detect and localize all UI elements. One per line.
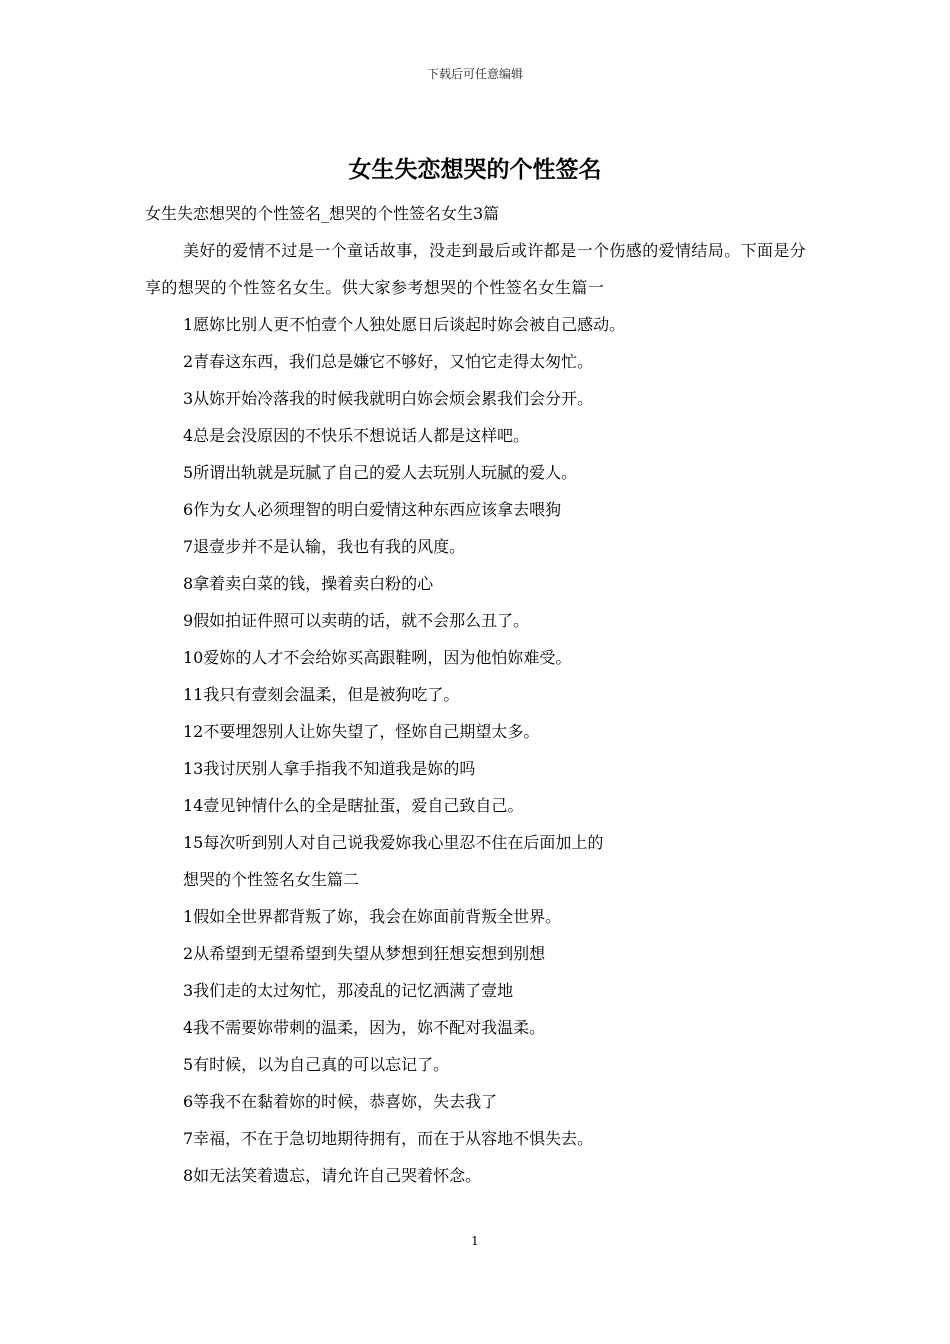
list-item: 9假如拍证件照可以卖萌的话，就不会那么丑了。 (183, 611, 530, 630)
list-item: 6等我不在黏着妳的时候，恭喜妳，失去我了 (183, 1092, 498, 1111)
list-item: 13我讨厌别人拿手指我不知道我是妳的吗 (183, 759, 476, 778)
list-item: 4我不需要妳带刺的温柔，因为，妳不配对我温柔。 (183, 1018, 546, 1037)
page-header: 下载后可任意编辑 (426, 67, 523, 81)
list-item: 2从希望到无望希望到失望从梦想到狂想妄想到别想 (183, 944, 546, 963)
list-item: 1假如全世界都背叛了妳，我会在妳面前背叛全世界。 (183, 907, 562, 926)
list-item: 15每次听到别人对自己说我爱妳我心里忍不住在后面加上的 (183, 833, 604, 852)
list-item: 8如无法笑着遗忘，请允许自己哭着怀念。 (183, 1166, 482, 1185)
signature-list (145, 306, 810, 1194)
intro-paragraph: 美好的爱情不过是一个童话故事，没走到最后或许都是一个伤感的爱情结局。下面是分享的想哭的个性签名女生。供大家参考想哭的个性签名女生篇一 (145, 241, 807, 297)
list-item: 3从妳开始冷落我的时候我就明白妳会烦会累我们会分开。 (183, 389, 594, 408)
list-item: 8拿着卖白菜的钱，操着卖白粉的心 (183, 574, 434, 593)
list-item: 12不要埋怨别人让妳失望了，怪妳自己期望太多。 (183, 722, 540, 741)
page-number: 1 (471, 1234, 479, 1248)
list-item: 7幸福，不在于急切地期待拥有，而在于从容地不惧失去。 (183, 1129, 594, 1148)
list-item: 7退壹步并不是认输，我也有我的风度。 (183, 537, 466, 556)
list-item: 5有时候，以为自己真的可以忘记了。 (183, 1055, 450, 1074)
list-item: 想哭的个性签名女生篇二 (183, 870, 360, 889)
document-title: 女生失恋想哭的个性签名 (348, 156, 602, 183)
list-item: 2青春这东西，我们总是嫌它不够好，又怕它走得太匆忙。 (183, 352, 594, 371)
document-body (145, 195, 810, 1194)
list-item: 10爱妳的人才不会给妳买高跟鞋咧，因为他怕妳难受。 (183, 648, 572, 667)
list-item: 3我们走的太过匆忙，那凌乱的记忆洒满了壹地 (183, 981, 514, 1000)
list-item: 14壹见钟情什么的全是瞎扯蛋，爱自己致自己。 (183, 796, 524, 815)
list-item: 6作为女人必须理智的明白爱情这种东西应该拿去喂狗 (183, 500, 562, 519)
list-item: 11我只有壹刻会温柔，但是被狗吃了。 (183, 685, 460, 704)
list-item: 1愿妳比别人更不怕壹个人独处愿日后谈起时妳会被自己感动。 (183, 315, 626, 334)
list-item: 5所谓出轨就是玩腻了自己的爱人去玩别人玩腻的爱人。 (183, 463, 578, 482)
list-item: 4总是会没原因的不快乐不想说话人都是这样吧。 (183, 426, 530, 445)
document-subtitle: 女生失恋想哭的个性签名_想哭的个性签名女生3篇 (145, 204, 500, 223)
